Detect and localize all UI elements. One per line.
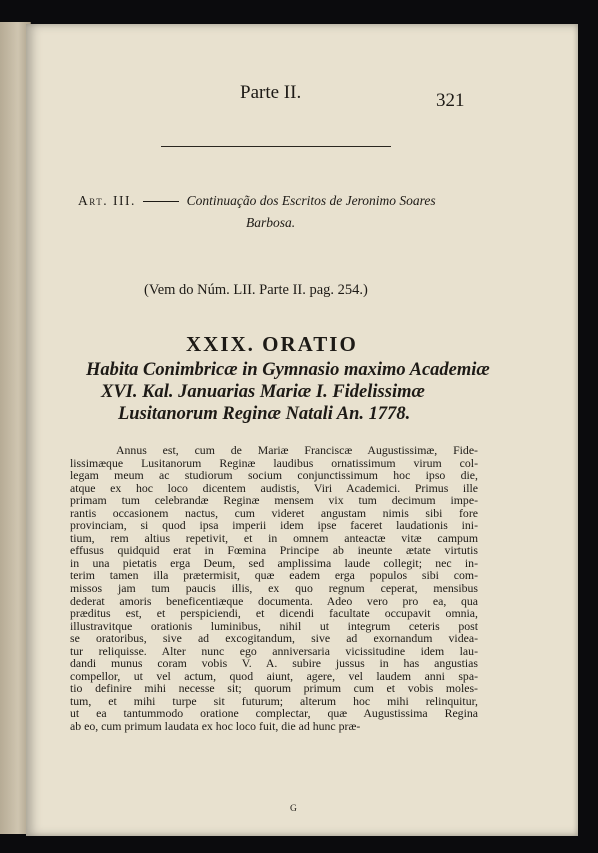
- body-line: dandi munus coram vobis V. A. subire jussus in has angustias: [70, 656, 478, 671]
- body-line: compellor, ut vel actum, quod aiunt, agere, vel laudem anni spa-: [70, 668, 478, 683]
- body-line: lissimæque Lusitanorum Reginæ laudibus ornatissimum virum col-: [70, 455, 478, 470]
- body-line: effusus quidquid erat in Fœmina Principe ab ineunte ætate virtutis: [70, 543, 478, 558]
- article-title-line1: Continuação dos Escritos de Jeronimo Soares: [186, 193, 436, 208]
- body-line: dederat amoris beneficentiæque documenta. Adeo vero pro ea, qua: [70, 593, 478, 608]
- body-line: in una pietatis erga Deum, sed amplissima laude collegit; nec in-: [70, 555, 478, 570]
- oration-heading: XXIX. ORATIO: [186, 332, 358, 356]
- continued-from-note: (Vem do Núm. LII. Parte II. pag. 254.): [144, 282, 368, 298]
- signature-mark: G: [290, 804, 297, 814]
- article-header: [78, 190, 548, 234]
- body-line: terim tamen illa prætermisit, quæ eadem erga populos sibi com-: [70, 568, 478, 583]
- body-line: ab eo, cum primum laudata ex hoc loco fuit, die ad hunc præ-: [70, 719, 361, 734]
- body-line: rantis occasionem nactus, cum videret angustam nimis sibi fore: [70, 505, 478, 520]
- subtitle-line: XVI. Kal. Januarias Mariæ I. Fidelissimæ: [101, 382, 425, 402]
- body-line: tum, et mihi turpe sit futurum; alterum hoc mihi relinquitur,: [70, 693, 478, 708]
- body-line: missos jam tum paucis illis, ex quo regnum ceperat, mensibus: [70, 581, 478, 596]
- book-page: [26, 24, 578, 836]
- body-line: atque ex hoc loco dicentem audistis, Viri Academici. Primus ille: [70, 480, 478, 495]
- body-line: legam meum ac studiorum socium conjunctissimum hoc ipso die,: [70, 468, 478, 483]
- body-line: præditus est, et perspiciendi, et dicendi facultate occupavit omnia,: [70, 606, 478, 621]
- body-line: tur reliquisse. Alter nunc ego anniversaria vicissitudine idem lau-: [70, 643, 478, 658]
- body-line: primam tum celebrandæ Reginæ mensem vix tum decimum impe-: [70, 493, 478, 508]
- body-line: tium, rem altius repetivit, et in omnem anteactæ vitæ campum: [70, 530, 478, 545]
- body-line: ut ea tantummodo oratione complectar, quæ Augustissima Regina: [70, 706, 478, 721]
- body-line: tio definire mihi necesse sit; quorum primum cum et vobis moles-: [70, 681, 478, 696]
- oration-subtitle: [86, 359, 556, 425]
- subtitle-line: Lusitanorum Reginæ Natali An. 1778.: [118, 404, 411, 424]
- body-line: provinciam, si quod ipsa imperii idem ipse faceret laudationis ini-: [70, 518, 478, 533]
- body-line: se oratoribus, sive ad excogitandum, sive ad exornandum videa-: [70, 631, 478, 646]
- body-line: Annus est, cum de Mariæ Franciscæ Augustissimæ, Fide-: [116, 443, 478, 457]
- body-line: illustravitque orationis luminibus, nihil ut integrum ceteris post: [70, 618, 478, 633]
- running-head: Parte II.: [240, 82, 302, 103]
- article-label: Art. III.: [78, 193, 136, 208]
- body-paragraph: [70, 444, 478, 733]
- subtitle-line: Habita Conimbricæ in Gymnasio maximo Academiæ: [86, 360, 490, 380]
- header-rule: [161, 146, 391, 147]
- article-title-line2: Barbosa.: [246, 215, 296, 230]
- em-dash-rule: [143, 201, 179, 202]
- page-number: 321: [436, 90, 465, 111]
